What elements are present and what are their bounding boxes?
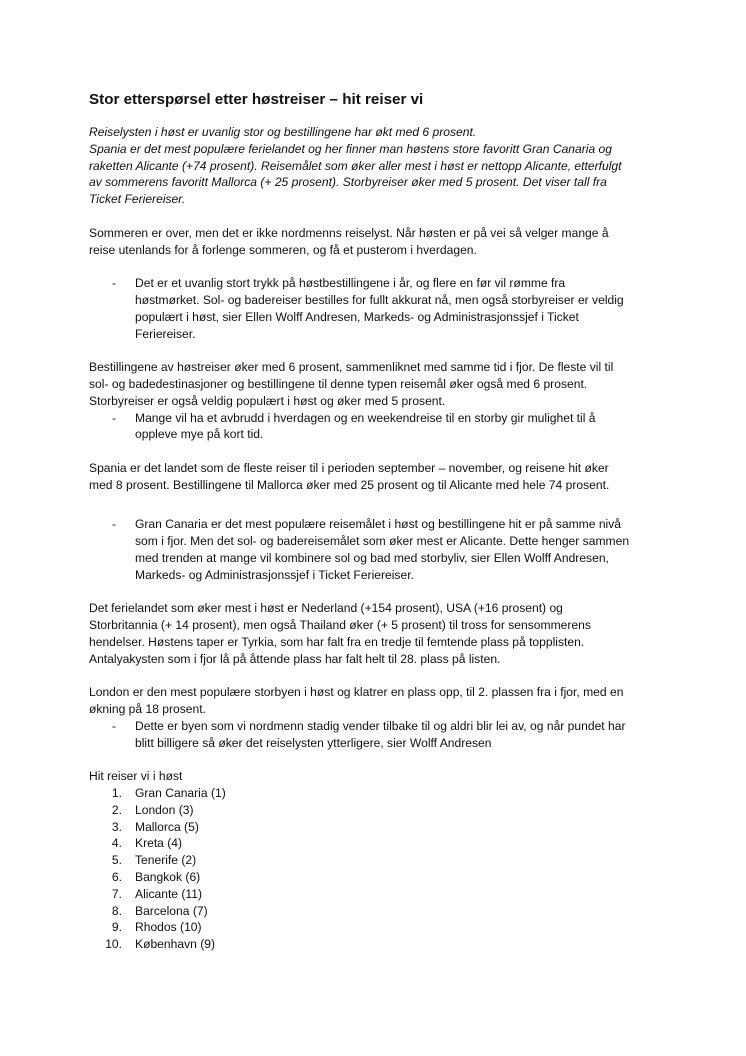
document-page	[89, 90, 659, 953]
list-text: Gran Canaria (1)	[135, 786, 226, 801]
list-number: 9.	[111, 920, 122, 935]
list-number: 8.	[111, 903, 122, 918]
text-line: Sommeren er over, men det er ikke nordmenns reiselyst. Når høsten er på vei så velger mange å	[89, 225, 609, 240]
list-heading: Hit reiser vi i høst	[89, 769, 183, 784]
text-line: London er den mest populære storbyen i høst og klatrer en plass opp, til 2. plassen fra i fjor, med en	[89, 685, 624, 700]
list-text: Tenerife (2)	[135, 853, 197, 868]
list-item	[89, 852, 659, 869]
quote-line: Mange vil ha et avbrudd i hverdagen og en weekendreise til en storby gir mulighet til å	[135, 410, 596, 425]
intro-line: Ticket Feriereiser.	[89, 192, 186, 207]
text-line: økning på 18 prosent.	[89, 702, 206, 717]
quote-line: med trenden at mange vil kombinere sol og bad med storbyliv, sier Ellen Wolff Andresen,	[135, 550, 609, 565]
paragraph-4	[89, 600, 659, 667]
paragraph-2	[89, 359, 659, 409]
intro-line: raketten Alicante (+74 prosent). Reisemålet som øker aller mest i høst er nettopp Alicante, etterfulgt	[89, 158, 622, 173]
list-number: 2.	[111, 802, 122, 817]
quote-line: blitt billigere så øker det reiselysten ytterligere, sier Wolff Andresen	[135, 735, 492, 750]
list-item	[89, 835, 659, 852]
list-item	[89, 919, 659, 936]
list-item	[89, 869, 659, 886]
paragraph-3	[89, 460, 659, 494]
paragraph-1	[89, 225, 659, 259]
list-item	[89, 903, 659, 920]
list-text: København (9)	[135, 937, 215, 952]
list-item	[89, 819, 659, 836]
quote-line: populært i høst, sier Ellen Wolff Andresen, Markeds- og Administrasjonssjef i Ticket	[135, 309, 579, 324]
dash-bullet: -	[112, 410, 117, 425]
quote-line: Det er et uvanlig stort trykk på høstbestillingene i år, og flere en før vil rømme fra	[135, 276, 566, 291]
text-line: med 8 prosent. Bestillingene til Mallorca øker med 25 prosent og til Alicante med hele 74 prosent.	[89, 477, 610, 492]
quote-line: Feriereiser.	[135, 326, 196, 341]
list-number: 4.	[111, 836, 122, 851]
text-line: Spania er det landet som de fleste reiser til i perioden september – november, og reisene hit øker	[89, 460, 609, 475]
list-text: Alicante (11)	[135, 886, 202, 901]
list-number: 10.	[105, 937, 122, 952]
list-text: Kreta (4)	[135, 836, 183, 851]
quote-2	[89, 410, 659, 444]
text-line: Bestillingene av høstreiser øker med 6 prosent, sammenliknet med samme tid i fjor. De fleste vil til	[89, 360, 614, 375]
quote-1	[89, 275, 659, 342]
list-item	[89, 936, 659, 953]
list-number: 5.	[111, 853, 122, 868]
list-number: 1.	[111, 786, 122, 801]
list-item	[89, 886, 659, 903]
intro-paragraph	[89, 124, 659, 208]
text-line: Antalyakysten som i fjor lå på åttende plass har falt helt til 28. plass på listen.	[89, 651, 501, 666]
list-text: Mallorca (5)	[135, 819, 199, 834]
quote-line: Markeds- og Administrasjonssjef i Ticket Feriereiser.	[135, 567, 414, 582]
dash-bullet: -	[112, 718, 117, 733]
dash-bullet: -	[112, 276, 117, 291]
text-line: Storbritannia (+ 14 prosent), men også Thailand øker (+ 5 prosent) til tross for sensommerens	[89, 618, 591, 633]
quote-3	[89, 516, 659, 583]
quote-4	[89, 718, 659, 752]
text-line: hendelser. Høstens taper er Tyrkia, som har falt fra en tredje til femtende plass på topplisten.	[89, 634, 585, 649]
list-item	[89, 785, 659, 802]
quote-line: som i fjor. Men det sol- og badereisemålet som øker mest er Alicante. Dette henger sammen	[135, 534, 630, 549]
list-text: Barcelona (7)	[135, 903, 208, 918]
list-number: 7.	[111, 886, 122, 901]
page-title: Stor etterspørsel etter høstreiser – hit reiser vi	[89, 91, 424, 108]
list-number: 3.	[111, 819, 122, 834]
list-item	[89, 802, 659, 819]
list-number: 6.	[111, 870, 122, 885]
quote-line: Dette er byen som vi nordmenn stadig vender tilbake til og aldri blir lei av, og når pundet har	[135, 718, 626, 733]
list-text: Bangkok (6)	[135, 870, 201, 885]
text-line: reise utenlands for å forlenge sommeren, og få et pusterom i hverdagen.	[89, 242, 477, 257]
quote-line: høstmørket. Sol- og badereiser bestilles for fullt akkurat nå, men også storbyreiser er veldig	[135, 292, 624, 307]
destination-list	[89, 785, 659, 953]
intro-line: Reiselysten i høst er uvanlig stor og bestillingene har økt med 6 prosent.	[89, 125, 477, 139]
intro-line: av sommerens favoritt Mallorca (+ 25 prosent). Storbyreiser øker med 5 prosent. Det viser tall fra	[89, 175, 607, 190]
dash-bullet: -	[112, 517, 117, 532]
paragraph-5	[89, 684, 659, 718]
text-line: sol- og badedestinasjoner og bestillingene til denne typen reisemål øker også med 6 prosent.	[89, 376, 588, 391]
list-text: Rhodos (10)	[135, 920, 202, 935]
text-line: Det ferielandet som øker mest i høst er Nederland (+154 prosent), USA (+16 prosent) og	[89, 601, 563, 616]
text-line: Storbyreiser er også veldig populært i høst og øker med 5 prosent.	[89, 393, 446, 408]
list-text: London (3)	[135, 802, 194, 817]
intro-line: Spania er det mest populære ferielandet og her finner man høstens store favoritt Gran Canaria og	[89, 141, 613, 156]
quote-line: oppleve mye på kort tid.	[135, 427, 264, 442]
quote-line: Gran Canaria er det mest populære reisemålet i høst og bestillingene hit er på samme nivå	[135, 517, 621, 532]
